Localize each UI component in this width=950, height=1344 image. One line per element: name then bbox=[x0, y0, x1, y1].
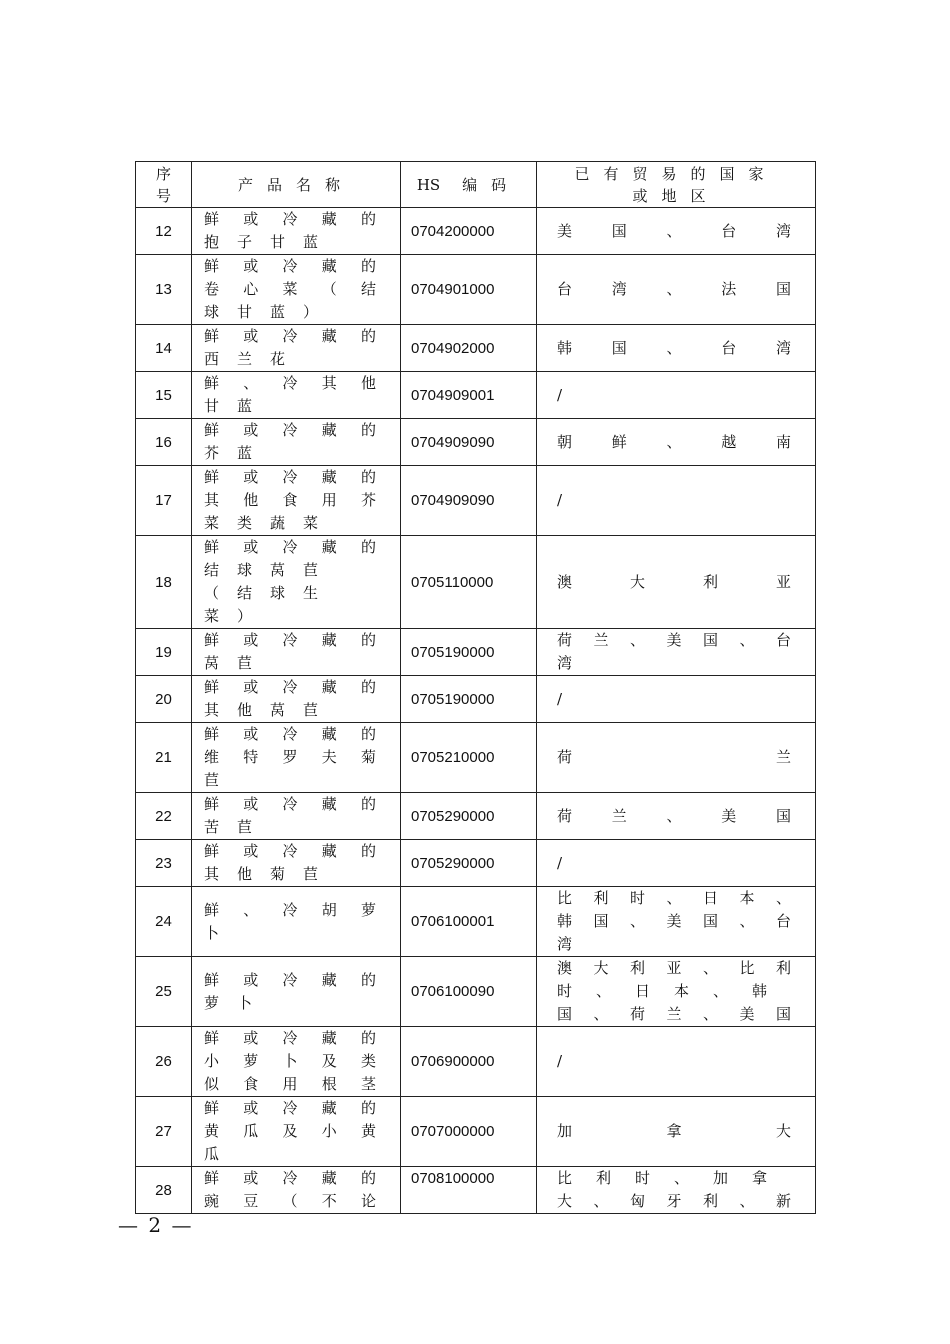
trade-regions-line: 比利时、日本、 bbox=[557, 889, 791, 907]
product-name-cell bbox=[192, 887, 401, 957]
trade-regions-cell bbox=[537, 723, 816, 793]
hs-code-cell: 0705210000 bbox=[401, 723, 537, 793]
product-name-line: 其他食用芥 bbox=[204, 491, 376, 509]
product-name-line: 鲜或冷藏的 bbox=[204, 1169, 376, 1187]
hs-code-cell: 0705190000 bbox=[401, 676, 537, 723]
trade-regions-cell bbox=[537, 255, 816, 325]
trade-regions-line: 加拿大 bbox=[557, 1122, 791, 1140]
hs-code-cell: 0704901000 bbox=[401, 255, 537, 325]
row-index: 28 bbox=[136, 1167, 192, 1214]
table-row bbox=[136, 255, 816, 325]
product-name-line: 鲜或冷藏的 bbox=[204, 327, 376, 345]
table-row bbox=[136, 723, 816, 793]
product-name-cell bbox=[192, 466, 401, 536]
hs-code-cell: 0704200000 bbox=[401, 208, 537, 255]
product-name-line: 其他莴苣 bbox=[204, 701, 337, 719]
product-name-line: 结球莴苣 bbox=[204, 561, 337, 579]
trade-regions-line: / bbox=[557, 689, 563, 708]
row-index: 15 bbox=[136, 372, 192, 419]
table-row bbox=[136, 629, 816, 676]
trade-regions-cell bbox=[537, 1027, 816, 1097]
hs-code-cell: 0704909001 bbox=[401, 372, 537, 419]
trade-regions-cell bbox=[537, 419, 816, 466]
hs-code-cell: 0705110000 bbox=[401, 536, 537, 629]
table-row bbox=[136, 957, 816, 1027]
trade-regions-cell bbox=[537, 208, 816, 255]
trade-regions-line: / bbox=[557, 385, 563, 404]
table-row bbox=[136, 840, 816, 887]
header-regions-line: 已有贸易的国家 bbox=[574, 164, 778, 183]
table-header-row bbox=[136, 162, 816, 208]
trade-regions-line: 时、日本、韩 bbox=[557, 982, 791, 1000]
table-row bbox=[136, 208, 816, 255]
product-name-line: 鲜或冷藏的 bbox=[204, 842, 376, 860]
row-index: 22 bbox=[136, 793, 192, 840]
trade-regions-cell bbox=[537, 793, 816, 840]
product-name-line: 小萝卜及类 bbox=[204, 1052, 376, 1070]
hs-code-cell: 0705290000 bbox=[401, 840, 537, 887]
row-index: 16 bbox=[136, 419, 192, 466]
product-name-cell bbox=[192, 1027, 401, 1097]
product-name-line: 卜 bbox=[204, 923, 238, 942]
product-name-line: 鲜或冷藏的 bbox=[204, 1099, 376, 1117]
trade-regions-line: 比利时、加拿 bbox=[557, 1169, 791, 1187]
page-number: — 2 — bbox=[118, 1213, 194, 1237]
product-name-line: 西兰花 bbox=[204, 350, 304, 368]
hs-code-cell: 0705190000 bbox=[401, 629, 537, 676]
trade-regions-line: 荷兰、美国 bbox=[557, 806, 791, 825]
hs-code-cell: 0704902000 bbox=[401, 325, 537, 372]
table-row bbox=[136, 1097, 816, 1167]
product-name-cell bbox=[192, 676, 401, 723]
product-name-line: 卷心菜（结 bbox=[204, 280, 376, 298]
row-index: 20 bbox=[136, 676, 192, 723]
trade-regions-cell bbox=[537, 887, 816, 957]
table-row bbox=[136, 887, 816, 957]
header-hs-suffix: 编码 bbox=[462, 175, 521, 194]
row-index: 23 bbox=[136, 840, 192, 887]
product-name-line: 鲜或冷藏的 bbox=[204, 257, 376, 275]
table-row bbox=[136, 676, 816, 723]
header-hs-code bbox=[401, 162, 537, 208]
trade-regions-line: / bbox=[557, 1052, 563, 1070]
product-name-line: 抱子甘蓝 bbox=[204, 233, 337, 251]
header-index-line: 序 bbox=[155, 164, 171, 183]
product-name-line: 豌豆（不论 bbox=[204, 1192, 376, 1210]
product-name-line: 苣 bbox=[204, 771, 238, 789]
trade-regions-cell bbox=[537, 840, 816, 887]
product-name-cell bbox=[192, 723, 401, 793]
trade-regions-line: 澳大利亚、比利 bbox=[557, 959, 791, 977]
row-index: 13 bbox=[136, 255, 192, 325]
trade-regions-cell bbox=[537, 1167, 816, 1214]
table-row bbox=[136, 1027, 816, 1097]
trade-regions-line: 澳大利亚 bbox=[557, 572, 791, 591]
product-name-line: 苦苣 bbox=[204, 818, 271, 836]
product-name-cell bbox=[192, 957, 401, 1027]
row-index: 18 bbox=[136, 536, 192, 629]
trade-regions-cell bbox=[537, 466, 816, 536]
hs-code-cell: 0708100000 bbox=[401, 1167, 537, 1214]
product-name-line: 鲜或冷藏的 bbox=[204, 725, 376, 743]
table-row bbox=[136, 1167, 816, 1214]
trade-regions-line: 湾 bbox=[557, 935, 597, 953]
product-name-cell bbox=[192, 419, 401, 466]
trade-regions-line: / bbox=[557, 853, 563, 872]
row-index: 26 bbox=[136, 1027, 192, 1097]
row-index: 12 bbox=[136, 208, 192, 255]
hs-code-cell: 0707000000 bbox=[401, 1097, 537, 1167]
row-index: 14 bbox=[136, 325, 192, 372]
trade-regions-line: 朝鲜、越南 bbox=[557, 432, 791, 451]
product-name-cell bbox=[192, 536, 401, 629]
trade-regions-cell bbox=[537, 957, 816, 1027]
table-row bbox=[136, 372, 816, 419]
header-hs-prefix: HS bbox=[416, 175, 441, 194]
trade-regions-line: 美国、台湾 bbox=[557, 221, 791, 240]
trade-regions-line: 韩国、台湾 bbox=[557, 338, 791, 357]
row-index: 27 bbox=[136, 1097, 192, 1167]
hs-code-cell: 0706100090 bbox=[401, 957, 537, 1027]
product-trade-table bbox=[135, 161, 816, 1214]
trade-regions-cell bbox=[537, 676, 816, 723]
product-name-cell bbox=[192, 793, 401, 840]
product-name-line: 甘蓝 bbox=[204, 397, 271, 415]
product-name-line: 黄瓜及小黄 bbox=[204, 1122, 376, 1140]
trade-regions-line: 大、匈牙利、新 bbox=[557, 1192, 791, 1210]
table-row bbox=[136, 793, 816, 840]
header-product-name: 产品名称 bbox=[192, 162, 401, 208]
table-row bbox=[136, 325, 816, 372]
product-name-line: 鲜、冷胡萝 bbox=[204, 900, 376, 919]
product-name-line: 维特罗夫菊 bbox=[204, 748, 376, 766]
product-name-line: 鲜、冷其他 bbox=[204, 374, 376, 392]
product-name-line: 鲜或冷藏的 bbox=[204, 421, 376, 439]
table-body bbox=[136, 208, 816, 1214]
trade-regions-line: 湾 bbox=[557, 654, 597, 672]
product-name-cell bbox=[192, 1097, 401, 1167]
table-row bbox=[136, 536, 816, 629]
product-name-line: 芥蓝 bbox=[204, 444, 271, 462]
trade-regions-cell bbox=[537, 536, 816, 629]
product-name-cell bbox=[192, 255, 401, 325]
trade-regions-cell bbox=[537, 629, 816, 676]
trade-regions-line: 荷兰 bbox=[557, 748, 791, 766]
product-name-cell bbox=[192, 208, 401, 255]
product-name-line: 萝卜 bbox=[204, 993, 271, 1012]
trade-regions-line: / bbox=[557, 491, 563, 509]
product-name-cell bbox=[192, 840, 401, 887]
product-name-cell bbox=[192, 629, 401, 676]
product-name-line: 菜） bbox=[204, 607, 271, 625]
trade-regions-cell bbox=[537, 1097, 816, 1167]
trade-regions-line: 韩国、美国、台 bbox=[557, 912, 791, 930]
hs-code-cell: 0706100001 bbox=[401, 887, 537, 957]
table-row bbox=[136, 466, 816, 536]
hs-code-cell: 0704909090 bbox=[401, 466, 537, 536]
row-index: 17 bbox=[136, 466, 192, 536]
product-name-line: 似食用根茎 bbox=[204, 1075, 376, 1093]
product-name-line: 其他菊苣 bbox=[204, 865, 337, 883]
product-name-cell bbox=[192, 372, 401, 419]
product-name-line: 球甘蓝） bbox=[204, 303, 337, 321]
row-index: 24 bbox=[136, 887, 192, 957]
trade-regions-line: 台湾、法国 bbox=[557, 280, 791, 298]
hs-code-cell: 0705290000 bbox=[401, 793, 537, 840]
product-name-line: 菜类蔬菜 bbox=[204, 514, 337, 532]
product-name-line: 鲜或冷藏的 bbox=[204, 795, 376, 813]
product-name-line: 鲜或冷藏的 bbox=[204, 210, 376, 228]
trade-regions-cell bbox=[537, 325, 816, 372]
trade-regions-cell bbox=[537, 372, 816, 419]
hs-code-cell: 0706900000 bbox=[401, 1027, 537, 1097]
header-trade-regions bbox=[537, 162, 816, 208]
product-name-line: 鲜或冷藏的 bbox=[204, 970, 376, 989]
product-name-line: 鲜或冷藏的 bbox=[204, 468, 376, 486]
product-name-line: 瓜 bbox=[204, 1145, 238, 1163]
product-name-line: （结球生 bbox=[204, 584, 337, 602]
row-index: 25 bbox=[136, 957, 192, 1027]
hs-code-cell: 0704909090 bbox=[401, 419, 537, 466]
product-name-line: 莴苣 bbox=[204, 654, 271, 672]
product-name-line: 鲜或冷藏的 bbox=[204, 1029, 376, 1047]
header-index-line: 号 bbox=[155, 186, 171, 205]
product-name-cell bbox=[192, 325, 401, 372]
product-name-line: 鲜或冷藏的 bbox=[204, 631, 376, 649]
trade-regions-line: 荷兰、美国、台 bbox=[557, 631, 791, 649]
row-index: 19 bbox=[136, 629, 192, 676]
product-name-cell bbox=[192, 1167, 401, 1214]
table-row bbox=[136, 419, 816, 466]
product-name-line: 鲜或冷藏的 bbox=[204, 678, 376, 696]
row-index: 21 bbox=[136, 723, 192, 793]
header-index bbox=[136, 162, 192, 208]
product-name-line: 鲜或冷藏的 bbox=[204, 538, 376, 556]
header-regions-line: 或地区 bbox=[632, 186, 720, 205]
trade-regions-line: 国、荷兰、美国 bbox=[557, 1005, 791, 1023]
